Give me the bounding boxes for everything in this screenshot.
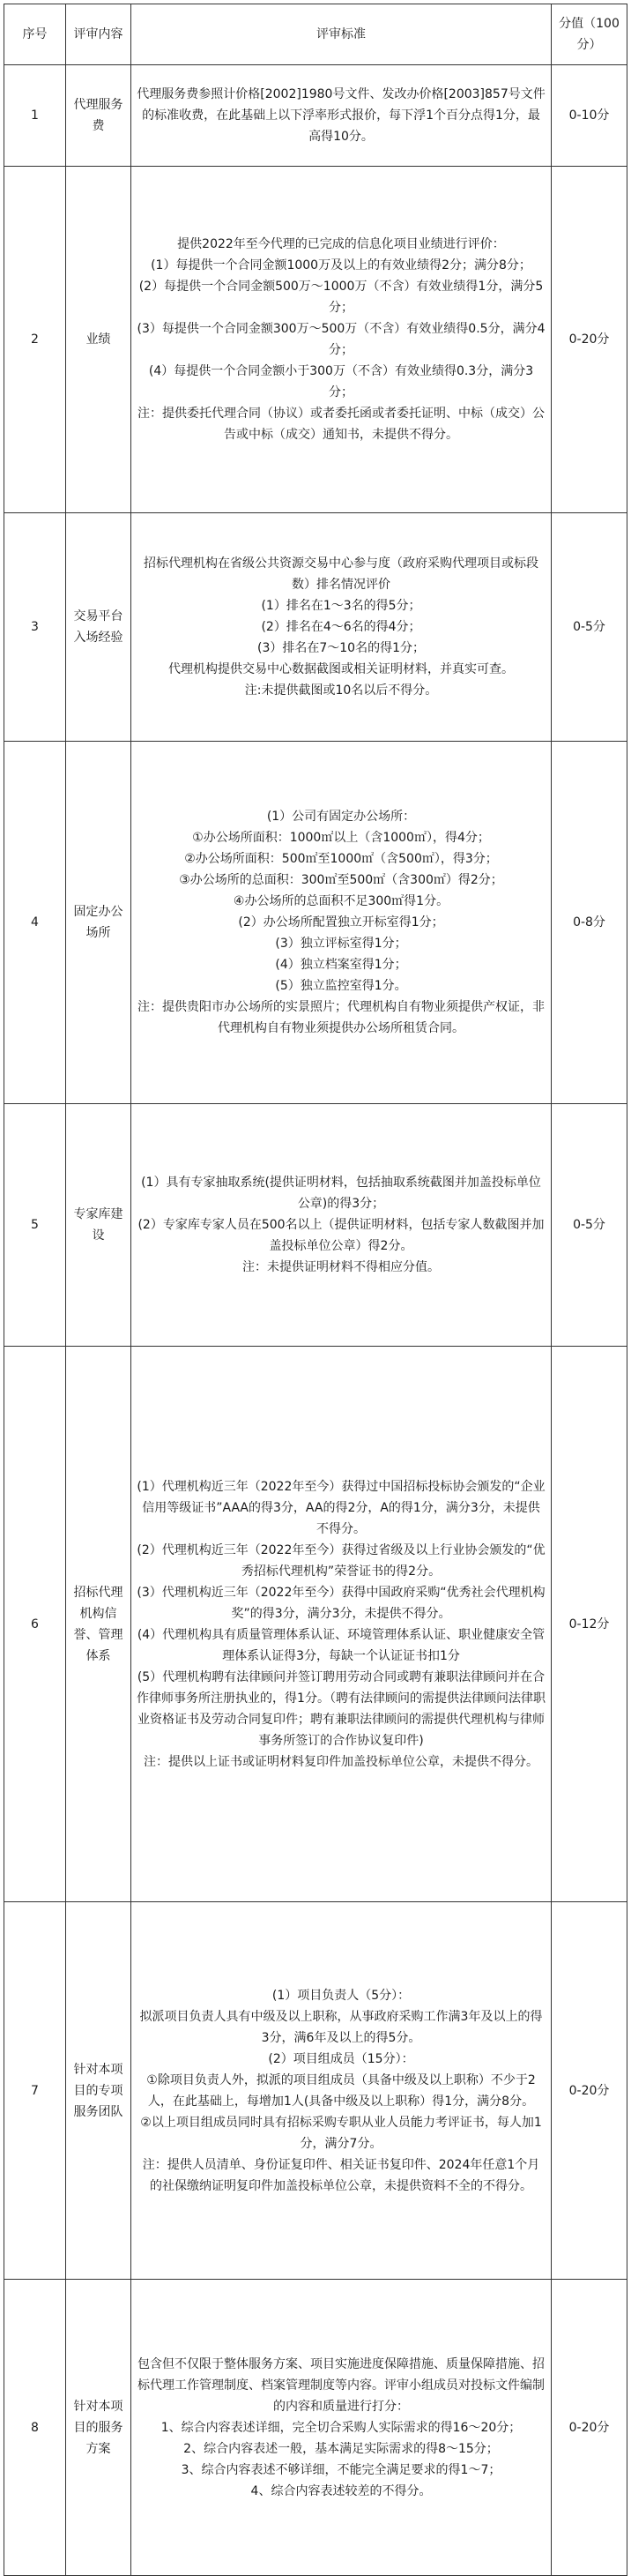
review-item: 代理服务费 (66, 65, 131, 167)
review-criteria (131, 65, 552, 167)
header-score: 分值（100分） (552, 4, 627, 65)
review-item: 专家库建设 (66, 1104, 131, 1347)
criteria-line: (4）每提供一个合同金额小于300万（不含）有效业绩得0.3分，满分3分； (148, 364, 534, 399)
score-range: 0-8分 (552, 742, 627, 1104)
criteria-line: (5）代理机构聘有法律顾问并签订聘用劳动合同或聘有兼职法律顾问并在合作律师事务所注册执业的，得1分。（聘有法律顾问的需提供法律顾问法律职业资格证书及劳动合同复印件；聘有兼职法律顾问的需提供代理机构与律师事务所签订的合作协议复印件) (137, 1669, 546, 1748)
criteria-line: 注：提供人员清单、身份证复印件、相关证书复印件、2024年任意1个月的社保缴纳证明复印件加盖投标单位公章，未提供资料不全的不得分。 (142, 2157, 540, 2193)
criteria-line: 代理机构提供交易中心数据截图或相关证明材料，并真实可查。 (168, 662, 514, 676)
score-range: 0-20分 (552, 2280, 627, 2576)
table-row (4, 742, 627, 1104)
review-criteria (131, 1902, 552, 2280)
criteria-line: (2）专家库专家人员在500名以上（提供证明材料，包括专家人数截图并加盖投标单位公章）得2分。 (137, 1218, 545, 1253)
criteria-line: 提供2022年至今代理的已完成的信息化项目业绩进行评价： (177, 237, 505, 251)
review-criteria (131, 1347, 552, 1902)
criteria-line: 注：提供贵阳市办公场所的实景照片；代理机构自有物业须提供产权证，非代理机构自有物业须提供办公场所租赁合同。 (137, 1000, 545, 1035)
criteria-line: (1）具有专家抽取系统(提供证明材料，包括抽取系统截图并加盖投标单位公章)的得3分； (141, 1176, 541, 1211)
criteria-line: ④办公场所的总面积不足300㎡得1分。 (233, 894, 449, 908)
criteria-line: ②办公场所面积：500㎡至1000㎡（含500㎡），得3分； (184, 852, 498, 866)
header-item: 评审内容 (66, 4, 131, 65)
header-row (4, 4, 627, 65)
criteria-line: (1）每提供一个合同金额1000万及以上的有效业绩得2分；满分8分； (151, 258, 531, 273)
row-number: 8 (4, 2280, 66, 2576)
criteria-line: 代理服务费参照计价格[2002]1980号文件、发改办价格[2003]857号文件的标准收费，在此基础上以下浮率形式报价，每下浮1个百分点得1分，最高得10分。 (137, 87, 546, 144)
criteria-line: (4）代理机构具有质量管理体系认证、环境管理体系认证、职业健康安全管理体系认证得3分，每缺一个认证证书扣1分 (137, 1627, 546, 1663)
criteria-line: (1）排名在1～3名的得5分； (261, 599, 421, 613)
criteria-line: (3）每提供一个合同金额300万～500万（不含）有效业绩得0.5分，满分4分； (137, 322, 546, 357)
row-number: 4 (4, 742, 66, 1104)
criteria-line: 1、综合内容表述详细，完全切合采购人实际需求的得16～20分； (160, 2420, 522, 2435)
criteria-line: ①除项目负责人外，拟派的项目组成员（具备中级及以上职称）不少于2人，在此基础上，每增加1人(具备中级及以上职称）得1分，满分8分。 (146, 2072, 536, 2109)
criteria-line: (3）排名在7～10名的得1分； (257, 641, 425, 655)
header-criteria: 评审标准 (131, 4, 552, 65)
review-item: 固定办公场所 (66, 742, 131, 1104)
criteria-line: ③办公场所的总面积：300㎡至500㎡（含300㎡）得2分； (179, 873, 503, 887)
criteria-line: (1）公司有固定办公场所： (266, 810, 416, 824)
criteria-line: (2）办公场所配置独立开标室得1分； (238, 915, 444, 930)
criteria-line: 注:未提供截图或10名以后不得分。 (244, 683, 438, 698)
criteria-line: (2）项目组成员（15分）： (268, 2051, 414, 2066)
table-row (4, 1347, 627, 1902)
score-range: 0-20分 (552, 1902, 627, 2280)
table-row (4, 1104, 627, 1347)
criteria-line: (5）独立监控室得1分。 (275, 979, 407, 993)
review-criteria (131, 513, 552, 742)
criteria-line: 注：未提供证明材料不得相应分值。 (242, 1260, 440, 1274)
review-criteria (131, 2280, 552, 2576)
score-range: 0-12分 (552, 1347, 627, 1902)
criteria-line: (3）代理机构近三年（2022年至今）获得中国政府采购“优秀社会代理机构奖”的得3分，满分3分，未提供不得分。 (137, 1585, 546, 1621)
row-number: 6 (4, 1347, 66, 1902)
review-criteria (131, 167, 552, 513)
table-row (4, 1902, 627, 2280)
row-number: 2 (4, 167, 66, 513)
criteria-line: ①办公场所面积：1000㎡以上（含1000㎡），得4分； (192, 831, 490, 845)
review-item: 针对本项目的专项服务团队 (66, 1902, 131, 2280)
criteria-line: (1）项目负责人（5分）： (271, 1988, 411, 2003)
review-criteria (131, 742, 552, 1104)
criteria-line: 拟派项目负责人具有中级及以上职称，从事政府采购工作满3年及以上的得3分，满6年及以上的得5分。 (139, 2009, 543, 2045)
criteria-line: 注：提供委托代理合同（协议）或者委托函或者委托证明、中标（成交）公告或中标（成交）通知书，未提供不得分。 (137, 407, 545, 442)
row-number: 7 (4, 1902, 66, 2280)
criteria-line: ②以上项目组成员同时具有招标采购专职从业人员能力考评证书，每人加1分，满分7分。 (140, 2115, 542, 2151)
criteria-line: (2）每提供一个合同金额500万～1000万（不含）有效业绩得1分，满分5分； (138, 280, 544, 315)
review-item: 针对本项目的服务方案 (66, 2280, 131, 2576)
criteria-line: (3）独立评标室得1分； (275, 937, 407, 951)
scoring-criteria-table (4, 4, 627, 2576)
criteria-line: 包含但不仅限于整体服务方案、项目实施进度保障措施、质量保障措施、招标代理工作管理制度、档案管理制度等内容。评审小组成员对投标文件编制的内容和质量进行打分： (137, 2356, 545, 2414)
criteria-line: (2）排名在4～6名的得4分； (261, 620, 421, 634)
table-row (4, 2280, 627, 2576)
row-number: 5 (4, 1104, 66, 1347)
criteria-line: 3、综合内容表述不够详细，不能完全满足要求的得1～7； (181, 2462, 501, 2477)
criteria-line: (4）独立档案室得1分； (275, 958, 407, 972)
score-range: 0-5分 (552, 513, 627, 742)
table-row (4, 65, 627, 167)
header-no: 序号 (4, 4, 66, 65)
row-number: 1 (4, 65, 66, 167)
table-row (4, 513, 627, 742)
criteria-line: (1）代理机构近三年（2022年至今）获得过中国招标投标协会颁发的“企业信用等级证书”AAA的得3分，AA的得2分，A的得1分，满分3分，未提供不得分。 (137, 1479, 546, 1536)
score-range: 0-20分 (552, 167, 627, 513)
criteria-line: (2）代理机构近三年（2022年至今）获得过省级及以上行业协会颁发的“优秀招标代理机构”荣誉证书的得2分。 (137, 1542, 546, 1579)
review-criteria (131, 1104, 552, 1347)
score-range: 0-10分 (552, 65, 627, 167)
score-range: 0-5分 (552, 1104, 627, 1347)
review-item: 业绩 (66, 167, 131, 513)
criteria-line: 注：提供以上证书或证明材料复印件加盖投标单位公章，未提供不得分。 (144, 1754, 538, 1769)
review-item: 招标代理机构信誉、管理体系 (66, 1347, 131, 1902)
table-row (4, 167, 627, 513)
criteria-line: 4、综合内容表述较差的不得分。 (250, 2483, 432, 2498)
review-item: 交易平台入场经验 (66, 513, 131, 742)
criteria-line: 2、综合内容表述一般，基本满足实际需求的得8～15分； (183, 2441, 499, 2456)
criteria-line: 招标代理机构在省级公共资源交易中心参与度（政府采购代理项目或标段数）排名情况评价 (144, 556, 538, 592)
row-number: 3 (4, 513, 66, 742)
